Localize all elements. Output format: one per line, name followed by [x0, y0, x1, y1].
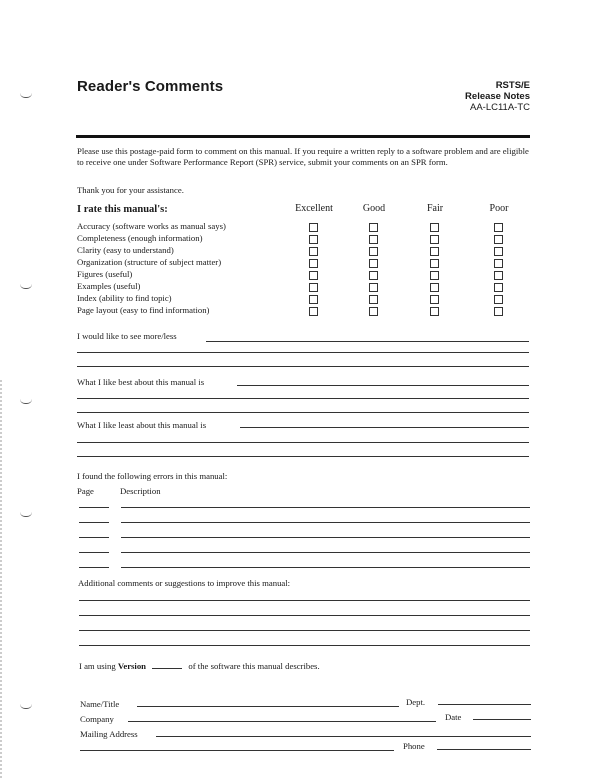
rating-criterion-label: Accuracy (software works as manual says) — [77, 221, 226, 231]
page-edge-perforation — [0, 380, 2, 780]
checkbox-poor[interactable] — [494, 223, 503, 232]
header-divider — [76, 135, 530, 138]
mailing-address-label: Mailing Address — [80, 729, 138, 739]
error-description-input[interactable] — [121, 567, 530, 568]
phone-label: Phone — [403, 741, 425, 751]
checkbox-poor[interactable] — [494, 247, 503, 256]
error-page-input[interactable] — [79, 567, 109, 568]
version-sentence — [79, 661, 320, 671]
rating-criterion-label: Organization (structure of subject matter) — [77, 257, 222, 267]
checkbox-good[interactable] — [369, 295, 378, 304]
rating-criterion-label: Page layout (easy to find information) — [77, 305, 210, 315]
phone-input[interactable] — [437, 749, 531, 750]
checkbox-excellent[interactable] — [309, 259, 318, 268]
error-description-input[interactable] — [121, 507, 530, 508]
checkbox-poor[interactable] — [494, 283, 503, 292]
checkbox-fair[interactable] — [430, 247, 439, 256]
error-description-input[interactable] — [121, 522, 530, 523]
additional-comments-line-2[interactable] — [79, 615, 530, 616]
additional-comments-heading: Additional comments or suggestions to improve this manual: — [78, 578, 291, 588]
checkbox-poor[interactable] — [494, 235, 503, 244]
checkbox-excellent[interactable] — [309, 307, 318, 316]
rating-criterion-label: Figures (useful) — [77, 269, 133, 279]
column-excellent: Excellent — [295, 203, 333, 214]
errors-description-label: Description — [120, 486, 161, 496]
checkbox-fair[interactable] — [430, 307, 439, 316]
version-suffix: of the software this manual describes. — [188, 661, 320, 671]
binder-hole-mark — [20, 512, 32, 517]
like-best-input-line-2[interactable] — [77, 398, 529, 399]
order-number: AA-LC11A-TC — [469, 102, 530, 113]
company-input[interactable] — [128, 721, 436, 722]
checkbox-excellent[interactable] — [309, 271, 318, 280]
checkbox-poor[interactable] — [494, 307, 503, 316]
checkbox-excellent[interactable] — [309, 295, 318, 304]
checkbox-excellent[interactable] — [309, 247, 318, 256]
name-title-input[interactable] — [137, 706, 399, 707]
more-less-input-line-3[interactable] — [77, 366, 529, 367]
more-less-input-line-2[interactable] — [77, 352, 529, 353]
binder-hole-mark — [20, 93, 32, 98]
checkbox-good[interactable] — [369, 259, 378, 268]
product-name: RSTS/E — [495, 80, 530, 91]
thanks-text: Thank you for your assistance. — [77, 185, 184, 195]
binder-hole-mark — [20, 399, 32, 404]
rating-criterion-label: Completeness (enough information) — [77, 233, 203, 243]
checkbox-fair[interactable] — [430, 283, 439, 292]
dept-input[interactable] — [438, 704, 531, 705]
checkbox-excellent[interactable] — [309, 235, 318, 244]
date-label: Date — [445, 712, 462, 722]
company-label: Company — [80, 714, 114, 724]
checkbox-fair[interactable] — [430, 295, 439, 304]
error-page-input[interactable] — [79, 537, 109, 538]
checkbox-fair[interactable] — [430, 259, 439, 268]
binder-hole-mark — [20, 704, 32, 709]
version-bold-label: Version — [117, 661, 147, 671]
document-title: Release Notes — [465, 91, 530, 102]
checkbox-fair[interactable] — [430, 223, 439, 232]
checkbox-good[interactable] — [369, 271, 378, 280]
more-less-input-line-1[interactable] — [206, 341, 529, 342]
intro-paragraph: Please use this postage-paid form to comment on this manual. If you require a written reply to a software problem and are eligible to receive one under Software Performance Report (SPR) service, submit your comments on an SPR form. — [77, 146, 529, 167]
error-description-input[interactable] — [121, 537, 530, 538]
binder-hole-mark — [20, 284, 32, 289]
checkbox-good[interactable] — [369, 223, 378, 232]
page-title: Reader's Comments — [77, 78, 224, 95]
error-page-input[interactable] — [79, 507, 109, 508]
checkbox-poor[interactable] — [494, 295, 503, 304]
more-less-label: I would like to see more/less — [77, 331, 177, 341]
like-least-label: What I like least about this manual is — [77, 420, 207, 430]
name-title-label: Name/Title — [80, 699, 120, 709]
like-least-input-line-3[interactable] — [77, 456, 529, 457]
checkbox-good[interactable] — [369, 247, 378, 256]
additional-comments-line-4[interactable] — [79, 645, 530, 646]
checkbox-good[interactable] — [369, 283, 378, 292]
checkbox-fair[interactable] — [430, 271, 439, 280]
column-fair: Fair — [426, 203, 444, 214]
error-page-input[interactable] — [79, 552, 109, 553]
version-prefix: I am using — [79, 661, 116, 671]
like-best-input-line-3[interactable] — [77, 412, 529, 413]
additional-comments-line-3[interactable] — [79, 630, 530, 631]
like-least-input-line-2[interactable] — [77, 442, 529, 443]
column-poor: Poor — [489, 203, 509, 214]
error-page-input[interactable] — [79, 522, 109, 523]
version-input-line[interactable] — [152, 668, 182, 669]
checkbox-good[interactable] — [369, 235, 378, 244]
rating-criterion-label: Index (ability to find topic) — [77, 293, 172, 303]
errors-page-label: Page — [77, 486, 94, 496]
dept-label: Dept. — [406, 697, 426, 707]
checkbox-excellent[interactable] — [309, 223, 318, 232]
rating-criterion-label: Clarity (easy to understand) — [77, 245, 174, 255]
like-least-input-line-1[interactable] — [240, 427, 529, 428]
errors-heading: I found the following errors in this manual: — [77, 471, 228, 481]
date-input[interactable] — [473, 719, 531, 720]
checkbox-poor[interactable] — [494, 259, 503, 268]
document-identifier — [465, 80, 530, 113]
checkbox-excellent[interactable] — [309, 283, 318, 292]
error-description-input[interactable] — [121, 552, 530, 553]
rating-criterion-label: Examples (useful) — [77, 281, 141, 291]
mailing-address-input-1[interactable] — [156, 736, 531, 737]
checkbox-fair[interactable] — [430, 235, 439, 244]
rating-heading: I rate this manual's: — [77, 204, 168, 215]
like-best-input-line-1[interactable] — [237, 385, 529, 386]
checkbox-good[interactable] — [369, 307, 378, 316]
checkbox-poor[interactable] — [494, 271, 503, 280]
column-good: Good — [362, 203, 386, 214]
like-best-label: What I like best about this manual is — [77, 377, 205, 387]
mailing-address-input-2[interactable] — [80, 750, 394, 751]
additional-comments-line-1[interactable] — [79, 600, 530, 601]
